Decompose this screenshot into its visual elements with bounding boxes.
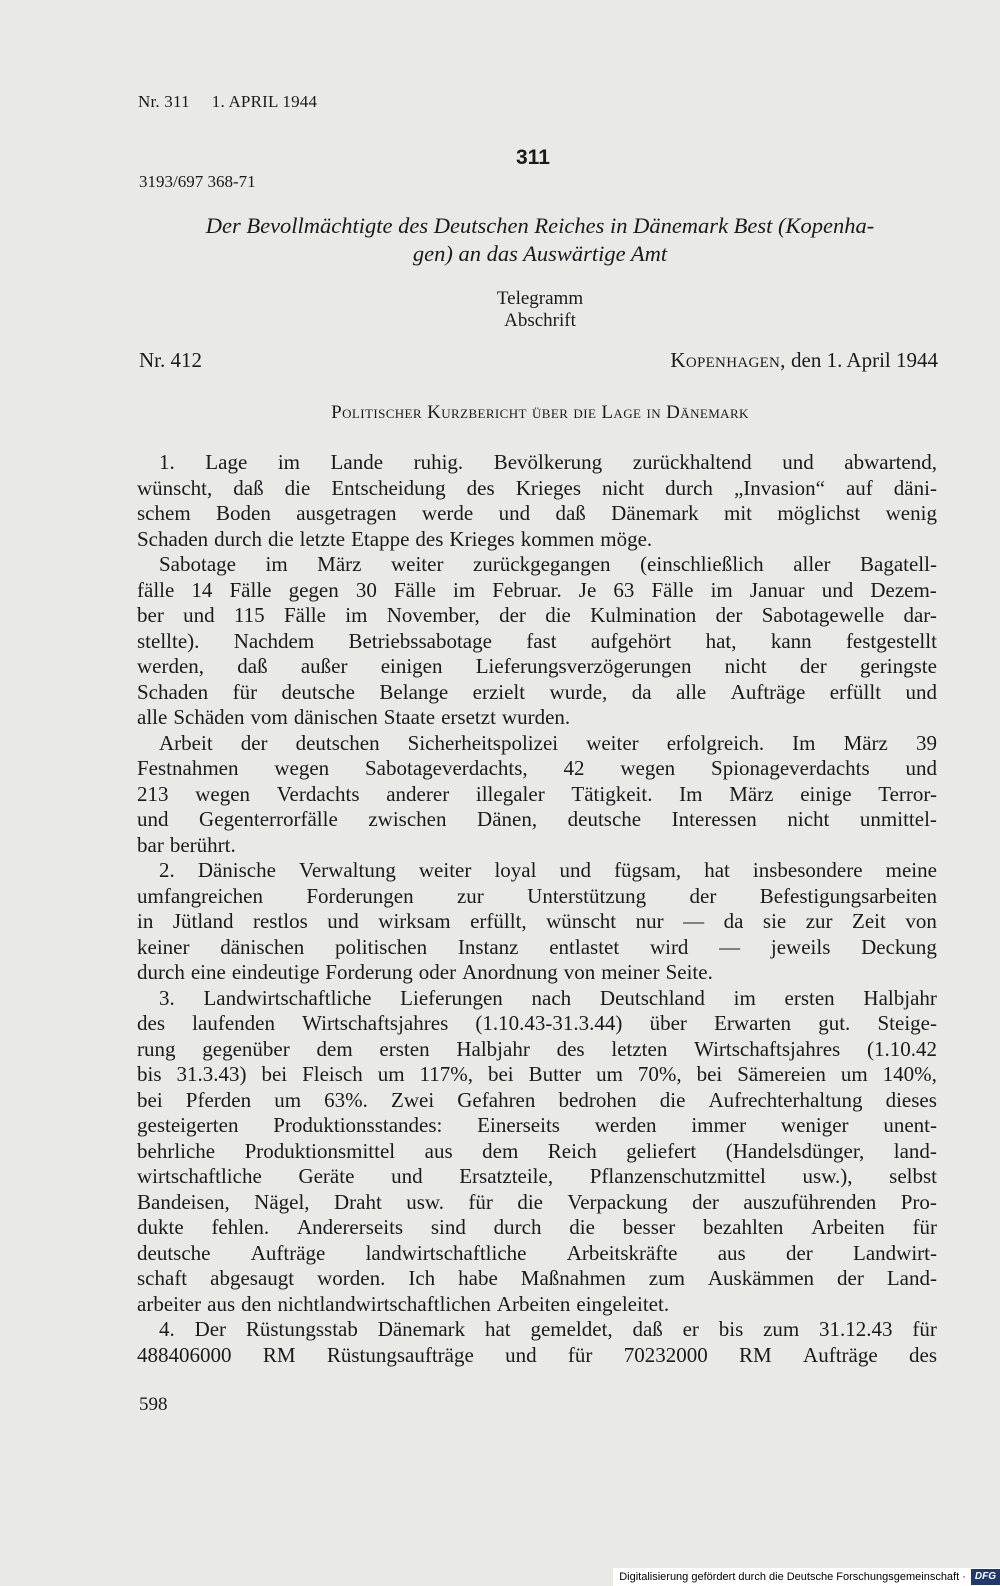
text-line: keiner dänischen politischen Instanz entlastet wird — jeweils Deckung [137, 934, 937, 959]
text-line: 4. Der Rüstungsstab Dänemark hat gemeldet, daß er bis zum 31.12.43 für [159, 1317, 937, 1341]
text-line: Festnahmen wegen Sabotageverdachts, 42 wegen Spionageverdachts und [137, 756, 937, 780]
text-line: 488406000 RM Rüstungsaufträge und für 70232000 RM Aufträge des [137, 1342, 937, 1367]
telegram-label: Telegramm [496, 288, 584, 309]
text-line: Bandeisen, Nägel, Draht usw. für die Verpackung der auszuführenden Pro- [137, 1189, 937, 1214]
text-line: Schaden durch die letzte Etappe des Krieges kommen möge. [137, 526, 653, 551]
text-line: schem Boden ausgetragen werde und daß Dänemark mit möglichst wenig [137, 501, 937, 525]
text-line: fälle 14 Fälle gegen 30 Fälle im Februar. Je 63 Fälle im Januar und Dezem- [137, 577, 937, 602]
text-line: des laufenden Wirtschaftsjahres (1.10.43-31.3.44) über Erwarten gut. Steige- [137, 1011, 937, 1035]
footer-text: Digitalisierung gefördert durch die Deutsche Forschungsgemeinschaft · [619, 1571, 966, 1583]
text-line: und Gegenterrorfälle zwischen Dänen, deutsche Interessen nicht unmittel- [137, 807, 937, 831]
text-line: werden, daß außer einigen Lieferungsverzögerungen nicht der geringste [137, 654, 937, 678]
date-line: den 1. April 1944 [791, 348, 938, 372]
running-head-date: 1. APRIL 1944 [211, 92, 318, 111]
place-name: Kopenhagen, [670, 348, 786, 372]
file-reference: 3193/697 368-71 [139, 172, 256, 191]
body-text [137, 450, 937, 1368]
text-line: wirtschaftliche Geräte und Ersatzteile, Pflanzenschutzmittel usw.), selbst [137, 1164, 937, 1188]
text-line: stellte). Nachdem Betriebssabotage fast aufgehört hat, kann festgestellt [137, 628, 937, 653]
text-line: bar berührt. [137, 832, 236, 857]
section-title: Politischer Kurzbericht über die Lage in Dänemark [331, 402, 749, 423]
text-line: gesteigerten Produktionsstandes: Einerseits werden immer weniger unent- [137, 1113, 937, 1137]
document-heading [140, 212, 940, 268]
running-head [138, 92, 317, 112]
heading-line: gen) an das Auswärtige Amt [412, 241, 668, 266]
text-line: alle Schäden vom dänischen Staate ersetzt wurden. [137, 705, 571, 729]
text-line: deutsche Aufträge landwirtschaftliche Arbeitskräfte aus der Landwirt- [137, 1240, 937, 1265]
page-number: 598 [139, 1394, 168, 1415]
text-line: Schaden für deutsche Belange erzielt wurde, da alle Aufträge erfüllt und [137, 679, 937, 704]
text-line: ber und 115 Fälle im November, der die Kulmination der Sabotagewelle dar- [137, 603, 937, 627]
text-line: dukte fehlen. Andererseits sind durch die besser bezahlten Arbeiten für [137, 1215, 937, 1239]
text-line: bis 31.3.43) bei Fleisch um 117%, bei Butter um 70%, bei Sämereien um 140%, [137, 1062, 937, 1086]
text-line: wünscht, daß die Entscheidung des Krieges nicht durch „Invasion“ auf däni- [137, 475, 937, 500]
text-line: in Jütland restlos und wirksam erfüllt, wünscht nur — da sie zur Zeit von [137, 909, 937, 933]
document-number: 311 [516, 146, 550, 169]
text-line: arbeiter aus den nichtlandwirtschaftlichen Arbeiten eingeleitet. [137, 1291, 670, 1316]
text-line: 213 wegen Verdachts anderer illegaler Tätigkeit. Im März einige Terror- [137, 781, 937, 806]
text-line: schaft abgesaugt worden. Ich habe Maßnahmen zum Auskämmen der Land- [137, 1266, 937, 1290]
dfg-logo: DFG [971, 1569, 1000, 1585]
text-line: Sabotage im März weiter zurückgegangen (einschließlich aller Bagatell- [159, 552, 937, 576]
running-head-number: Nr. 311 [138, 92, 190, 111]
text-line: durch eine eindeutige Forderung oder Anordnung von meiner Seite. [137, 960, 713, 984]
text-line: rung gegenüber dem ersten Halbjahr des letzten Wirtschaftsjahres (1.10.42 [137, 1036, 937, 1061]
place-date [670, 348, 938, 373]
text-line: bei Pferden um 63%. Zwei Gefahren bedrohen die Aufrechterhaltung dieses [137, 1087, 937, 1112]
footer-bar [613, 1568, 1000, 1586]
telegram-number: Nr. 412 [139, 348, 202, 372]
text-line: behrliche Produktionsmittel aus dem Reich geliefert (Handelsdünger, land- [137, 1138, 937, 1163]
text-line: Arbeit der deutschen Sicherheitspolizei weiter erfolgreich. Im März 39 [159, 730, 937, 755]
copy-label: Abschrift [504, 310, 576, 331]
text-line: umfangreichen Forderungen zur Unterstützung der Befestigungsarbeiten [137, 883, 937, 908]
text-line: 3. Landwirtschaftliche Lieferungen nach Deutschland im ersten Halbjahr [159, 985, 937, 1010]
text-line: 1. Lage im Lande ruhig. Bevölkerung zurückhaltend und abwartend, [159, 450, 937, 474]
text-line: 2. Dänische Verwaltung weiter loyal und fügsam, hat insbesondere meine [159, 858, 937, 882]
heading-line: Der Bevollmächtigte des Deutschen Reiches in Dänemark Best (Kopenha- [205, 213, 875, 238]
